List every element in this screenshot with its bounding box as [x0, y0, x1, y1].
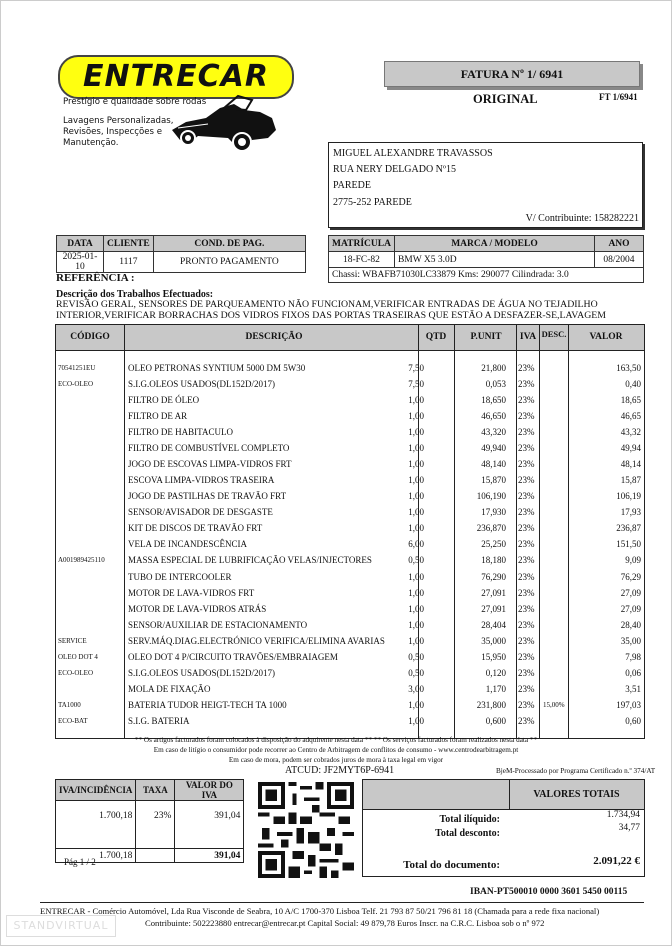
- item-value: 76,29: [620, 571, 641, 582]
- qr-code-icon: [258, 782, 354, 878]
- table-row: [56, 713, 644, 729]
- item-unit-price: 48,140: [481, 459, 506, 470]
- item-unit-price: 1,170: [485, 683, 506, 694]
- table-row: [56, 440, 644, 456]
- document-total-value: 2.091,22 €: [593, 855, 640, 867]
- item-qty: 7,50: [408, 363, 424, 373]
- item-unit-price: 0,600: [485, 715, 506, 726]
- item-qty: 6,00: [408, 539, 424, 550]
- item-code: OLEO DOT 4: [58, 652, 98, 661]
- item-value: 27,09: [620, 587, 641, 598]
- item-unit-price: 28,404: [481, 619, 506, 630]
- table-row: [56, 424, 644, 440]
- header-client: CLIENTE: [104, 236, 154, 252]
- item-value: 0,40: [625, 379, 641, 390]
- item-unit-price: 46,650: [481, 411, 506, 422]
- table-row: [56, 536, 644, 552]
- item-vat: 23%: [518, 699, 535, 710]
- col-code: CÓDIGO: [70, 332, 110, 342]
- table-row: [56, 585, 644, 601]
- header-date: DATA: [57, 236, 104, 252]
- item-value: 43,32: [620, 427, 641, 438]
- item-unit-price: 0,053: [485, 379, 506, 390]
- item-vat: 23%: [518, 507, 535, 518]
- invoice-title: FATURA Nº 1/ 6941: [384, 61, 640, 87]
- item-vat: 23%: [518, 475, 535, 486]
- logo-services: [63, 116, 173, 149]
- item-qty: 1,00: [408, 459, 424, 470]
- item-qty: 1,00: [408, 523, 424, 534]
- table-row: [56, 504, 644, 520]
- table-row: [56, 472, 644, 488]
- item-code: ECO-BAT: [58, 716, 88, 725]
- item-unit-price: 76,290: [481, 571, 506, 582]
- item-qty: 1,00: [408, 491, 424, 502]
- item-unit-price: 27,091: [481, 587, 506, 598]
- item-value: 46,65: [620, 411, 641, 422]
- item-unit-price: 231,800: [476, 699, 506, 710]
- item-qty: 1,00: [408, 507, 424, 518]
- table-row: [56, 408, 644, 424]
- item-qty: 1,00: [408, 699, 424, 710]
- item-unit-price: 15,870: [481, 475, 506, 486]
- col-valor: VALOR: [589, 332, 623, 342]
- vehicle-table: [328, 235, 644, 283]
- item-description: FILTRO DE HABITACULO: [128, 427, 233, 438]
- item-vat: 23%: [518, 651, 535, 662]
- item-value: 9,09: [625, 555, 641, 566]
- table-row: [56, 665, 644, 681]
- item-description: FILTRO DE AR: [128, 411, 188, 422]
- col-qtd: QTD: [425, 332, 447, 342]
- item-qty: 1,00: [408, 619, 424, 630]
- item-description: VELA DE INCANDESCÊNCIA: [128, 539, 247, 550]
- logo-tagline: Prestígio e qualidade sobre rodas: [63, 97, 207, 107]
- item-qty: 3,00: [408, 683, 424, 694]
- table-row: [56, 456, 644, 472]
- item-vat: 23%: [518, 411, 535, 422]
- item-qty: 1,00: [408, 475, 424, 486]
- header-payment: COND. DE PAG.: [153, 236, 305, 252]
- client-name: MIGUEL ALEXANDRE TRAVASSOS: [333, 148, 493, 159]
- item-value: 27,09: [620, 603, 641, 614]
- item-description: SENSOR/AUXILIAR DE ESTACIONAMENTO: [128, 619, 308, 630]
- item-unit-price: 43,320: [481, 427, 506, 438]
- item-vat: 23%: [518, 619, 535, 630]
- header-plate: MATRÍCULA: [329, 236, 395, 252]
- totals-header: [363, 780, 644, 810]
- item-value: 106,19: [616, 491, 641, 502]
- work-description: [56, 300, 656, 321]
- item-description: MOTOR DE LAVA-VIDROS ATRÁS: [128, 603, 267, 614]
- item-description: FILTRO DE ÓLEO: [128, 395, 200, 406]
- company-info-line2: Contribuinte: 502223880 entrecar@entrecar.pt Capital Social: 49 879,78 Euros Inscr. na C.R.C. Lisboa sob o nº 972: [145, 918, 545, 928]
- item-description: BATERIA TUDOR HEIGT-TECH TA 1000: [128, 699, 287, 710]
- item-description: ESCOVA LIMPA-VIDROS TRASEIRA: [128, 475, 275, 486]
- car-icon: [168, 88, 280, 154]
- work-line: REVISÃO GERAL, SENSORES DE PARQUEAMENTO NÃO FUNCIONAM,VERIFICAR ENTRADAS DE ÁGUA NO TEJADILHO: [56, 299, 598, 310]
- item-description: OLEO DOT 4 P/CIRCUITO TRAVÕES/EMBRAIAGEM: [128, 651, 338, 662]
- item-code: ECO-OLEO: [58, 380, 93, 389]
- logo-service-line: Lavagens Personalizadas,: [63, 116, 174, 126]
- item-description: S.I.G.OLEOS USADOS(DL152D/2017): [128, 379, 276, 390]
- note-delivery: ** Os artigos facturados foram colocados à disposição do adquirente nesta data ** ** Os serviços facturados foram realizados nesta data **: [134, 736, 538, 744]
- logo-service-line: Manutenção.: [63, 138, 119, 148]
- item-value: 17,93: [620, 507, 641, 518]
- client-address-line2: PAREDE: [333, 180, 371, 191]
- item-vat: 23%: [518, 667, 535, 678]
- item-unit-price: 18,180: [481, 555, 506, 566]
- vat-header-base: IVA/INCIDÊNCIA: [56, 780, 136, 801]
- item-description: OLEO PETRONAS SYNTIUM 5000 DM 5W30: [128, 363, 306, 373]
- item-code: ECO-OLEO: [58, 668, 93, 677]
- doc-date: 2025-01-10: [57, 252, 104, 273]
- reference-label: REFERÊNCIA :: [56, 272, 135, 284]
- item-vat: 23%: [518, 555, 535, 566]
- table-row: [56, 697, 644, 713]
- item-vat: 23%: [518, 587, 535, 598]
- items-table: [55, 324, 645, 739]
- table-row: [56, 552, 644, 568]
- discount-total-label: Total desconto:: [435, 828, 500, 839]
- client-address-box: [328, 142, 643, 228]
- item-value: 0,60: [625, 715, 641, 726]
- item-description: SERV.MÁQ.DIAG.ELECTRÓNICO VERIFICA/ELIMINA AVARIAS: [128, 635, 385, 646]
- item-value: 15,87: [620, 475, 641, 486]
- item-value: 163,50: [616, 363, 641, 373]
- col-punit: P.UNIT: [470, 332, 502, 342]
- vat-rate: 23%: [136, 801, 175, 849]
- item-description: MOLA DE FIXAÇÃO: [128, 683, 211, 694]
- watermark-logo: STANDVIRTUAL: [6, 915, 116, 937]
- item-description: MASSA ESPECIAL DE LUBRIFICAÇÃO VELAS/INJECTORES: [128, 555, 372, 566]
- table-row: [56, 392, 644, 408]
- item-value: 18,65: [620, 395, 641, 406]
- item-qty: 7,50: [408, 379, 424, 390]
- item-value: 48,14: [620, 459, 641, 470]
- item-qty: 0,50: [408, 651, 424, 662]
- item-description: SENSOR/AVISADOR DE DESGASTE: [128, 507, 273, 518]
- item-code: SERVICE: [58, 636, 87, 645]
- item-unit-price: 106,190: [476, 491, 506, 502]
- item-code: TA1000: [58, 700, 81, 709]
- logo-brand: ENTRECAR: [83, 59, 269, 94]
- note-arbitration: Em caso de litígio o consumidor pode recorrer ao Centro de Arbitragem de conflitos de consumo - www.centrodearbitragem.pt: [153, 746, 519, 754]
- item-description: KIT DE DISCOS DE TRAVÃO FRT: [128, 523, 263, 534]
- atcud: ATCUD: JF2MYT6P-6941: [285, 765, 395, 776]
- invoice-reference: FT 1/6941: [599, 92, 638, 102]
- item-unit-price: 49,940: [481, 443, 506, 454]
- item-description: S.I.G.OLEOS USADOS(DL152D/2017): [128, 667, 276, 678]
- vat-summary-table: [55, 779, 244, 863]
- item-value: 197,03: [616, 699, 641, 710]
- item-vat: 23%: [518, 427, 535, 438]
- item-description: FILTRO DE COMBUSTÍVEL COMPLETO: [128, 443, 290, 454]
- item-qty: 0,50: [408, 667, 424, 678]
- vehicle-model: BMW X5 3.0D: [394, 252, 594, 268]
- logo-service-line: Revisões, Inspecções e: [63, 127, 162, 137]
- table-row: [56, 649, 644, 665]
- item-vat: 23%: [518, 395, 535, 406]
- header-model: MARCA / MODELO: [394, 236, 594, 252]
- item-vat: 23%: [518, 715, 535, 726]
- vat-header-rate: TAXA: [136, 780, 175, 801]
- item-value: 151,50: [616, 539, 641, 550]
- item-description: JOGO DE ESCOVAS LIMPA-VIDROS FRT: [128, 459, 292, 470]
- items-body: [56, 351, 644, 738]
- col-description: DESCRIÇÃO: [245, 332, 303, 342]
- vehicle-year: 08/2004: [595, 252, 644, 268]
- item-description: TUBO DE INTERCOOLER: [128, 571, 232, 582]
- net-total-value: 1.734,94: [606, 810, 640, 820]
- item-unit-price: 35,000: [481, 635, 506, 646]
- company-info-line1: ENTRECAR - Comércio Automóvel, Lda Rua Visconde de Seabra, 10 A/C 1700-370 Lisboa Telf. 21 793 87 50/21 796 81 18 (Chamada para a rede fixa nacional): [40, 906, 600, 916]
- vat-total-value: 391,04: [175, 849, 244, 863]
- table-row: [56, 617, 644, 633]
- item-discount: 15,00%: [543, 700, 565, 709]
- copy-label: ORIGINAL: [473, 92, 538, 106]
- item-qty: 1,00: [408, 571, 424, 582]
- iban: IBAN-PT500010 0000 3601 5450 00115: [470, 887, 628, 897]
- table-row: [56, 569, 644, 585]
- table-row: [56, 601, 644, 617]
- header-year: ANO: [595, 236, 644, 252]
- item-vat: 23%: [518, 459, 535, 470]
- item-vat: 23%: [518, 491, 535, 502]
- item-vat: 23%: [518, 379, 535, 390]
- item-vat: 23%: [518, 603, 535, 614]
- item-vat: 23%: [518, 539, 535, 550]
- vehicle-chassis: Chassi: WBAFB71030LC33879 Kms: 290077 Cilindrada: 3.0: [329, 268, 644, 283]
- item-qty: 1,00: [408, 587, 424, 598]
- vat-total-base: 1.700,18: [56, 849, 136, 863]
- item-qty: 1,00: [408, 395, 424, 406]
- item-description: JOGO DE PASTILHAS DE TRAVÃO FRT: [128, 491, 287, 502]
- work-title: Descrição dos Trabalhos Efectuados:: [56, 289, 214, 300]
- col-iva: IVA: [519, 332, 537, 342]
- work-line: INTERIOR,VERIFICAR BORRACHAS DOS VIDROS FIXOS DAS PORTAS TRASEIRAS QUE ESTÃO A DESFAZER-SE,LAVAGEM: [56, 309, 606, 321]
- item-unit-price: 0,120: [485, 667, 506, 678]
- document-total-label: Total do documento:: [403, 859, 500, 871]
- vat-total-rate: [136, 849, 175, 863]
- item-value: 49,94: [620, 443, 641, 454]
- vehicle-plate: 18-FC-82: [329, 252, 395, 268]
- doc-payment: PRONTO PAGAMENTO: [153, 252, 305, 273]
- item-code: 70541251EU: [58, 364, 96, 372]
- item-unit-price: 15,950: [481, 651, 506, 662]
- footer-divider: [40, 902, 644, 903]
- item-qty: 1,00: [408, 635, 424, 646]
- item-description: S.I.G. BATERIA: [128, 715, 190, 726]
- item-value: 236,87: [616, 523, 641, 534]
- vat-header-value: VALOR DO IVA: [175, 780, 244, 801]
- item-code: A001989425110: [58, 556, 105, 565]
- item-vat: 23%: [518, 523, 535, 534]
- item-vat: 23%: [518, 363, 535, 373]
- note-interest: Em caso de mora, podem ser cobrados juros de mora à taxa legal em vigor: [228, 756, 444, 764]
- item-vat: 23%: [518, 571, 535, 582]
- item-qty: 1,00: [408, 443, 424, 454]
- totals-box: [362, 779, 645, 877]
- item-unit-price: 236,870: [476, 523, 506, 534]
- client-taxpayer: V/ Contribuinte: 158282221: [525, 213, 639, 224]
- table-row: [56, 360, 644, 376]
- item-value: 3,51: [625, 683, 641, 694]
- client-postal: 2775-252 PAREDE: [333, 197, 412, 208]
- discount-total-value: 34,77: [618, 823, 640, 833]
- item-value: 0,06: [625, 667, 641, 678]
- page-number: Pág 1 / 2: [64, 857, 96, 867]
- item-qty: 1,00: [408, 603, 424, 614]
- client-address-line1: RUA NERY DELGADO Nº15: [333, 164, 457, 175]
- item-unit-price: 17,930: [481, 507, 506, 518]
- item-qty: 0,50: [408, 555, 424, 566]
- table-row: [56, 376, 644, 392]
- vat-value: 391,04: [175, 801, 244, 849]
- item-qty: 1,00: [408, 715, 424, 726]
- table-row: [56, 520, 644, 536]
- net-total-label: Total ilíquido:: [439, 814, 500, 825]
- item-value: 7,98: [625, 651, 641, 662]
- item-unit-price: 18,650: [481, 395, 506, 406]
- totals-title: VALORES TOTAIS: [533, 789, 620, 800]
- item-qty: 1,00: [408, 411, 424, 422]
- table-row: [56, 633, 644, 649]
- item-value: 28,40: [620, 619, 641, 630]
- item-value: 35,00: [620, 635, 641, 646]
- item-unit-price: 27,091: [481, 603, 506, 614]
- item-unit-price: 21,800: [481, 363, 506, 373]
- item-description: MOTOR DE LAVA-VIDROS FRT: [128, 587, 255, 598]
- col-disc: DESC.: [541, 329, 567, 339]
- doc-client-id: 1117: [104, 252, 154, 273]
- item-vat: 23%: [518, 443, 535, 454]
- document-info-table: [56, 235, 306, 273]
- vat-base: 1.700,18: [56, 801, 136, 849]
- items-header: [56, 325, 644, 351]
- item-vat: 23%: [518, 683, 535, 694]
- item-unit-price: 25,250: [481, 539, 506, 550]
- item-qty: 1,00: [408, 427, 424, 438]
- table-row: [56, 488, 644, 504]
- certification-note: BjeM-Processado por Programa Certificado n.º 374/AT: [496, 767, 656, 775]
- table-row: [56, 681, 644, 697]
- item-vat: 23%: [518, 635, 535, 646]
